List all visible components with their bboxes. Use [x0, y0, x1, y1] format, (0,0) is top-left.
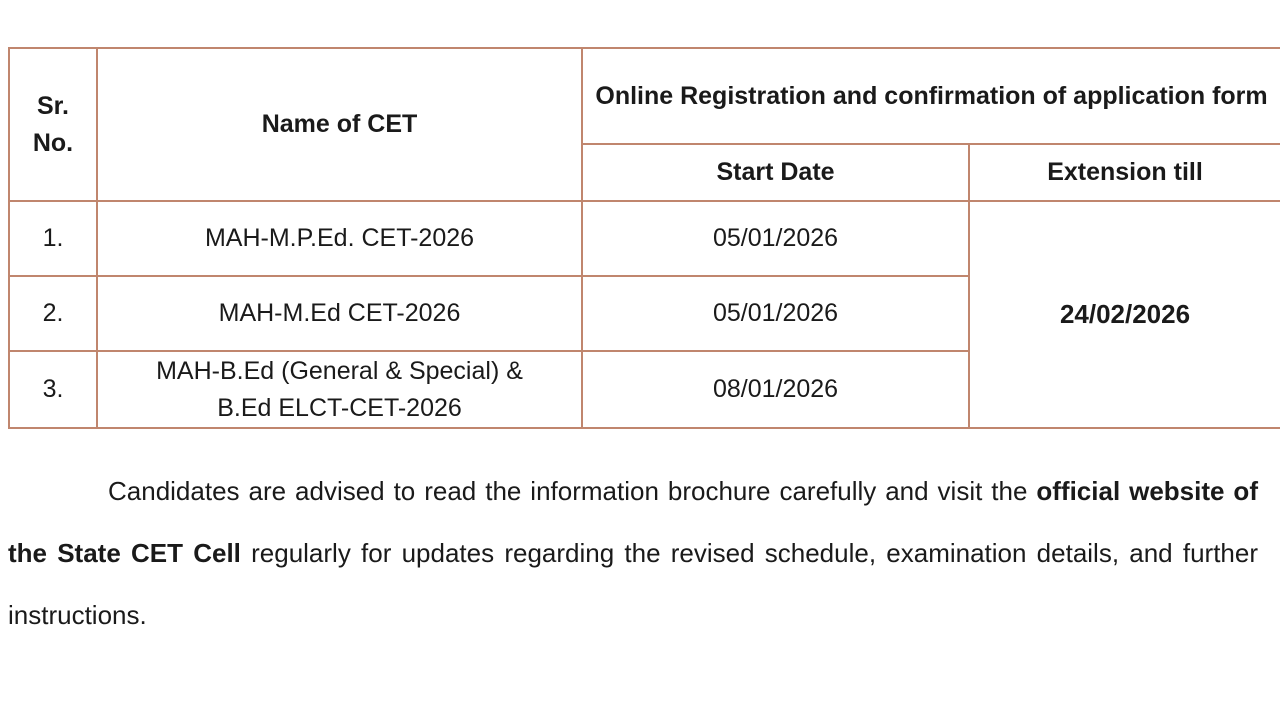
header-sr-no: Sr. No.: [9, 48, 97, 201]
header-row-1: [9, 48, 1280, 144]
notice-text-1: Candidates are advised to read the information brochure carefully and visit the: [108, 476, 1037, 506]
row-cet-name-line2: B.Ed ELCT-CET-2026: [217, 393, 462, 422]
official-website-text: official website of the State CET Cell: [8, 476, 1258, 568]
notice-text-2: regularly for updates regarding the revised schedule, examination details, and further instructions.: [8, 538, 1259, 630]
notice-paragraph: [8, 460, 1258, 646]
row-start-date: 05/01/2026: [582, 276, 969, 351]
row-cet-name: MAH-M.P.Ed. CET-2026: [97, 201, 582, 276]
header-start-date: Start Date: [582, 144, 969, 201]
row-cet-name: [97, 351, 582, 428]
row-start-date: 05/01/2026: [582, 201, 969, 276]
row-sr-no: 3.: [9, 351, 97, 428]
row-cet-name-line1: MAH-B.Ed (General & Special) &: [156, 356, 523, 385]
row-sr-no: 1.: [9, 201, 97, 276]
header-extension-till: Extension till: [969, 144, 1280, 201]
table-row: [9, 201, 1280, 276]
cet-schedule-table: [8, 47, 1280, 429]
row-sr-no: 2.: [9, 276, 97, 351]
header-registration-group: Online Registration and confirmation of application form: [582, 48, 1280, 144]
header-name-of-cet: Name of CET: [97, 48, 582, 201]
row-start-date: 08/01/2026: [582, 351, 969, 428]
row-cet-name: MAH-M.Ed CET-2026: [97, 276, 582, 351]
extension-date: 24/02/2026: [969, 201, 1280, 428]
